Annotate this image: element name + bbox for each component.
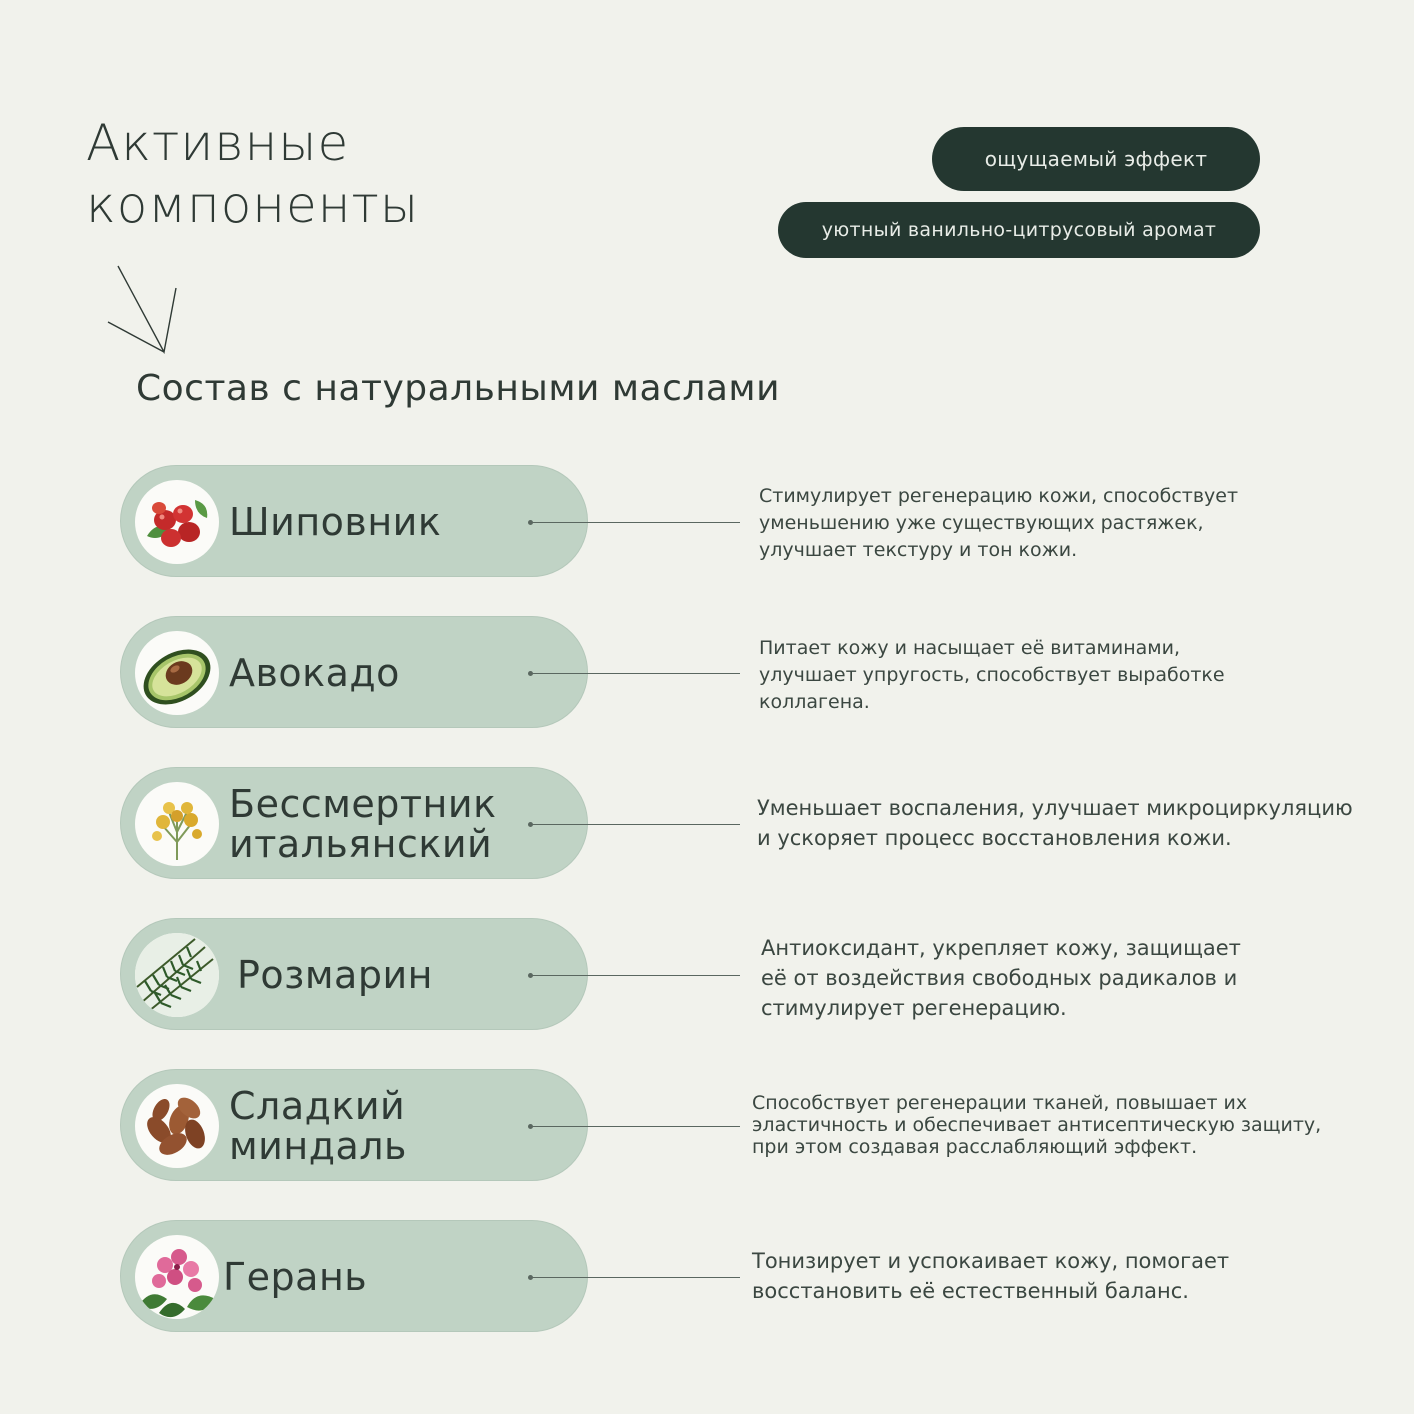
description-line: улучшает текстуру и тон кожи. <box>759 539 1078 561</box>
section-subtitle: Состав с натуральными маслами <box>136 368 780 409</box>
component-name-line: Сладкий <box>229 1084 406 1128</box>
description-line: уменьшению уже существующих растяжек, <box>759 512 1204 534</box>
description-line: улучшает упругость, способствует выработке <box>759 664 1225 686</box>
component-card <box>120 767 588 879</box>
connector-line <box>530 975 740 976</box>
component-name <box>229 1070 407 1182</box>
component-description <box>752 1246 1392 1306</box>
component-name-line: Бессмертник <box>229 782 497 826</box>
component-description <box>761 933 1401 1023</box>
component-row <box>0 465 1414 579</box>
component-description <box>759 483 1399 564</box>
avocado-icon <box>135 631 219 715</box>
arrow-down-icon <box>100 262 190 358</box>
component-description <box>759 635 1399 716</box>
component-name <box>237 919 433 1031</box>
description-line: при этом создавая расслабляющий эффект. <box>752 1136 1198 1158</box>
component-name-line: итальянский <box>229 822 493 866</box>
component-name-line: Герань <box>223 1255 368 1299</box>
description-line: Тонизирует и успокаивает кожу, помогает <box>752 1249 1230 1273</box>
title-line-2: компоненты <box>86 176 420 234</box>
description-line: восстановить её естественный баланс. <box>752 1279 1189 1303</box>
component-name <box>229 617 400 729</box>
component-card <box>120 1069 588 1181</box>
connector-line <box>530 673 740 674</box>
description-line: стимулирует регенерацию. <box>761 996 1067 1020</box>
component-card <box>120 1220 588 1332</box>
component-name <box>229 466 441 578</box>
geranium-icon <box>135 1235 219 1319</box>
description-line: и ускоряет процесс восстановления кожи. <box>757 826 1232 850</box>
component-name-line: Розмарин <box>237 953 433 997</box>
almond-icon <box>135 1084 219 1168</box>
description-line: Питает кожу и насыщает её витаминами, <box>759 637 1181 659</box>
description-line: Антиоксидант, укрепляет кожу, защищает <box>761 936 1241 960</box>
component-card <box>120 616 588 728</box>
component-name-line: Шиповник <box>229 500 442 544</box>
description-line: коллагена. <box>759 691 870 713</box>
component-name <box>229 768 497 880</box>
component-description <box>752 1092 1412 1158</box>
connector-line <box>530 1126 740 1127</box>
component-card <box>120 465 588 577</box>
title-line-1: Активные <box>86 114 350 172</box>
connector-line <box>530 824 740 825</box>
connector-line <box>530 1277 740 1278</box>
component-name <box>223 1221 367 1333</box>
component-row <box>0 918 1414 1032</box>
component-card <box>120 918 588 1030</box>
description-line: Уменьшает воспаления, улучшает микроциркуляцию <box>757 796 1353 820</box>
immortelle-flower-icon <box>135 782 219 866</box>
component-name-line: миндаль <box>229 1124 407 1168</box>
description-line: эластичность и обеспечивает антисептическую защиту, <box>752 1114 1322 1136</box>
rosemary-icon <box>135 933 219 1017</box>
description-line: Стимулирует регенерацию кожи, способствует <box>759 485 1239 507</box>
component-name-line: Авокадо <box>229 651 400 695</box>
component-row <box>0 616 1414 730</box>
rosehip-icon <box>135 480 219 564</box>
connector-line <box>530 522 740 523</box>
component-row <box>0 767 1414 881</box>
description-line: Способствует регенерации тканей, повышает их <box>752 1092 1248 1114</box>
component-row <box>0 1069 1414 1183</box>
badge-aroma: уютный ванильно-цитрусовый аромат <box>778 202 1260 258</box>
description-line: её от воздействия свободных радикалов и <box>761 966 1238 990</box>
badge-effect: ощущаемый эффект <box>932 127 1260 191</box>
component-row <box>0 1220 1414 1334</box>
component-description <box>757 793 1397 853</box>
page-title <box>86 112 419 236</box>
